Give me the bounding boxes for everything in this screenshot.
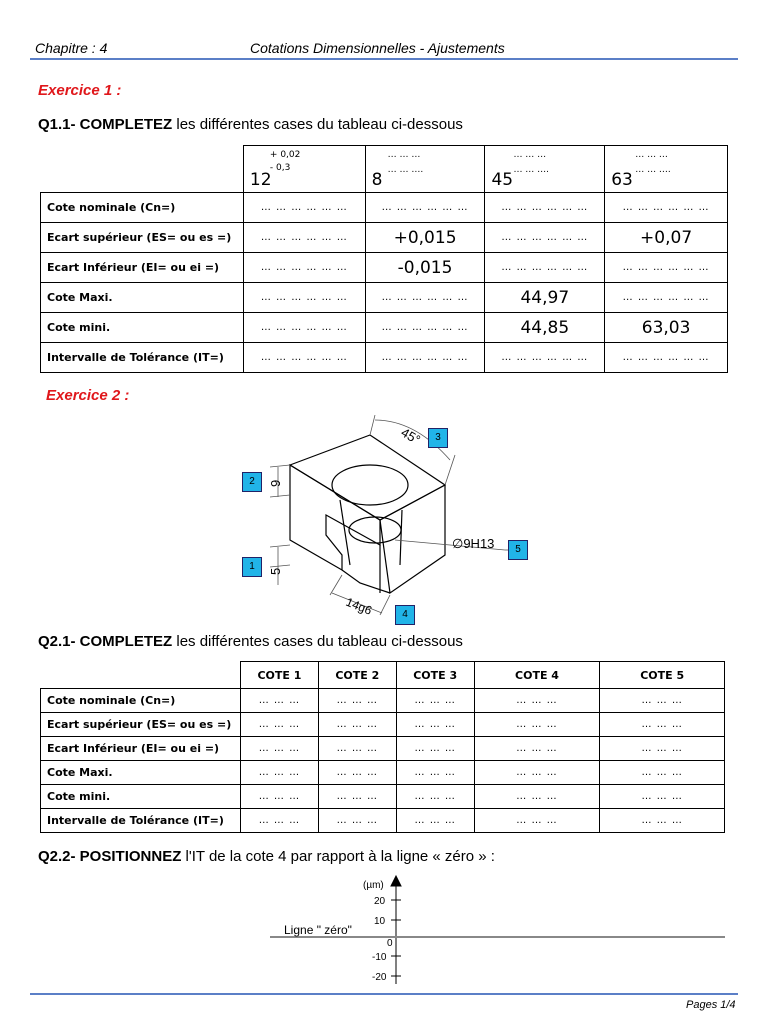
- col-header-cote-5: COTE 5: [600, 662, 725, 689]
- ex1-col-3: [485, 146, 605, 193]
- row-label: Cote nominale (Cn=): [41, 689, 241, 713]
- table-cell: 63,03: [605, 313, 728, 343]
- table-cell: … … …: [474, 737, 600, 761]
- table-cell: … … … … … …: [485, 343, 605, 373]
- table-cell: … … … … … …: [365, 343, 485, 373]
- table-row: [41, 737, 725, 761]
- question-1-1: [38, 116, 463, 133]
- ex1-col-3-upper: … … …: [513, 150, 547, 160]
- question-2-1-verb: Q2.1- COMPLETEZ: [38, 633, 173, 650]
- table-cell: … … …: [240, 689, 318, 713]
- exercise-2-title: Exercice 2 :: [46, 387, 130, 404]
- table-cell: … … …: [600, 761, 725, 785]
- table-row: [41, 343, 728, 373]
- table-cell: … … … … … …: [243, 343, 365, 373]
- ex1-col-4-lower: … … ….: [635, 165, 671, 175]
- table-cell: +0,07: [605, 223, 728, 253]
- table-cell: … … …: [396, 689, 474, 713]
- row-label: Ecart supérieur (ES= ou es =): [41, 713, 241, 737]
- table-row: [41, 283, 728, 313]
- question-1-1-text: les différentes cases du tableau ci-dessous: [172, 116, 463, 133]
- axis-unit: (µm): [363, 880, 384, 891]
- tick-label: 10: [374, 916, 386, 927]
- table-exercise-1: [40, 145, 728, 373]
- table-cell: … … …: [600, 689, 725, 713]
- callout-badge-1: 1: [242, 557, 262, 577]
- table-cell: … … …: [240, 785, 318, 809]
- table-cell: … … … … … …: [243, 193, 365, 223]
- table-cell: … … … … … …: [605, 343, 728, 373]
- ex1-col-3-lower: … … ….: [513, 165, 550, 175]
- callout-badge-3: 3: [428, 428, 448, 448]
- col-header-cote-3: COTE 3: [396, 662, 474, 689]
- table-cell: … … …: [240, 737, 318, 761]
- table-row: [41, 223, 728, 253]
- table-cell: 44,85: [485, 313, 605, 343]
- tick-label: -20: [372, 972, 387, 983]
- zero-line-axis: [270, 872, 730, 990]
- callout-badge-4: 4: [395, 605, 415, 625]
- row-label: Ecart supérieur (ES= ou es =): [41, 223, 244, 253]
- height-dimension-5: 5: [268, 567, 283, 575]
- table-cell: … … …: [318, 689, 396, 713]
- table-cell: … … …: [318, 761, 396, 785]
- col-header-cote-1: COTE 1: [240, 662, 318, 689]
- table-row: [41, 785, 725, 809]
- ex1-col-2: [365, 146, 485, 193]
- page-number: Pages 1/4: [686, 999, 736, 1011]
- table-cell: … … …: [240, 809, 318, 833]
- question-1-1-verb: Q1.1- COMPLETEZ: [38, 116, 173, 133]
- table-cell: … … …: [396, 785, 474, 809]
- ex1-col-1: [243, 146, 365, 193]
- bore-dimension: ∅9H13: [452, 536, 495, 551]
- table-cell: … … …: [318, 713, 396, 737]
- title-dash: -: [415, 40, 428, 56]
- table-cell: … … …: [474, 809, 600, 833]
- table-cell: 44,97: [485, 283, 605, 313]
- table-cell: … … … … … …: [243, 223, 365, 253]
- ex1-col-2-upper: … … …: [387, 150, 421, 160]
- table-cell: … … …: [318, 809, 396, 833]
- table-cell: … … … … … …: [365, 193, 485, 223]
- ex1-col-1-upper: + 0,02: [269, 150, 301, 160]
- page-title: [250, 40, 505, 56]
- table-cell: +0,015: [365, 223, 485, 253]
- ex1-col-4-upper: … … …: [635, 150, 668, 160]
- table-cell: … … … … … …: [485, 223, 605, 253]
- table-corner: [41, 662, 241, 689]
- row-label: Cote nominale (Cn=): [41, 193, 244, 223]
- callout-badge-5: 5: [508, 540, 528, 560]
- row-label: Intervalle de Tolérance (IT=): [41, 809, 241, 833]
- table-cell: -0,015: [365, 253, 485, 283]
- table-cell: … … …: [318, 737, 396, 761]
- table-cell: … … …: [600, 785, 725, 809]
- ex1-col-1-lower: - 0,3: [269, 163, 291, 173]
- row-label: Cote mini.: [41, 785, 241, 809]
- ex1-col-2-nominal: 8: [371, 170, 383, 190]
- question-2-2: [38, 848, 495, 865]
- row-label: Cote mini.: [41, 313, 244, 343]
- callout-badge-2: 2: [242, 472, 262, 492]
- table-cell: … … …: [396, 809, 474, 833]
- table-row: [41, 313, 728, 343]
- question-2-2-verb: Q2.2- POSITIONNEZ: [38, 848, 182, 865]
- height-dimension-9: 9: [268, 479, 283, 487]
- table-cell: … … … … … …: [365, 313, 485, 343]
- question-2-1: [38, 633, 463, 650]
- row-label: Cote Maxi.: [41, 761, 241, 785]
- row-label: Ecart Inférieur (EI= ou ei =): [41, 737, 241, 761]
- row-label: Intervalle de Tolérance (IT=): [41, 343, 244, 373]
- table-cell: … … … … … …: [243, 283, 365, 313]
- tick-label: 0: [387, 938, 393, 949]
- ex1-col-4: [605, 146, 728, 193]
- table-cell: … … …: [396, 761, 474, 785]
- isometric-part-drawing: [230, 415, 540, 625]
- table-corner: [41, 146, 244, 193]
- table-cell: … … …: [240, 713, 318, 737]
- ex1-col-2-lower: … … ….: [387, 165, 424, 175]
- ex1-col-1-nominal: 12: [249, 170, 272, 190]
- row-label: Ecart Inférieur (EI= ou ei =): [41, 253, 244, 283]
- chapter-label: Chapitre : 4: [35, 40, 108, 56]
- table-cell: … … … … … …: [485, 193, 605, 223]
- table-cell: … … … … … …: [243, 313, 365, 343]
- tick-label: -10: [372, 952, 387, 963]
- table-cell: … … …: [240, 761, 318, 785]
- tick-label: 20: [374, 896, 386, 907]
- question-2-1-text: les différentes cases du tableau ci-dessous: [172, 633, 463, 650]
- table-row: [41, 761, 725, 785]
- table-cell: … … …: [600, 737, 725, 761]
- table-cell: … … …: [474, 761, 600, 785]
- table-cell: … … …: [600, 713, 725, 737]
- title-main: Cotations Dimensionnelles: [250, 40, 416, 56]
- table-cell: … … …: [474, 785, 600, 809]
- header-rule: [30, 58, 738, 60]
- zero-line-label: Ligne " zéro": [284, 923, 352, 937]
- table-cell: … … … … … …: [243, 253, 365, 283]
- table-cell: … … …: [396, 713, 474, 737]
- table-cell: … … …: [600, 809, 725, 833]
- table-row: [41, 809, 725, 833]
- table-cell: … … …: [474, 713, 600, 737]
- footer-rule: [30, 993, 738, 995]
- col-header-cote-2: COTE 2: [318, 662, 396, 689]
- question-2-2-text: l'IT de la cote 4 par rapport à la ligne « zéro » :: [181, 848, 495, 865]
- ex1-col-3-nominal: 45: [491, 170, 514, 190]
- table-cell: … … … … … …: [605, 253, 728, 283]
- col-header-cote-4: COTE 4: [474, 662, 600, 689]
- table-cell: … … …: [396, 737, 474, 761]
- table-cell: … … …: [318, 785, 396, 809]
- table-row: [41, 193, 728, 223]
- table-row: [41, 713, 725, 737]
- angle-dimension: 45°: [398, 424, 424, 448]
- title-sub: Ajustements: [427, 40, 505, 56]
- table-cell: … … … … … …: [605, 193, 728, 223]
- table-exercise-2: [40, 661, 725, 833]
- table-row: [41, 253, 728, 283]
- table-cell: … … … … … …: [605, 283, 728, 313]
- table-cell: … … …: [474, 689, 600, 713]
- table-cell: … … … … … …: [365, 283, 485, 313]
- ex1-col-4-nominal: 63: [611, 170, 633, 190]
- width-dimension: 14g6: [343, 594, 374, 618]
- exercise-1-title: Exercice 1 :: [38, 82, 122, 99]
- table-row: [41, 689, 725, 713]
- row-label: Cote Maxi.: [41, 283, 244, 313]
- table-cell: … … … … … …: [485, 253, 605, 283]
